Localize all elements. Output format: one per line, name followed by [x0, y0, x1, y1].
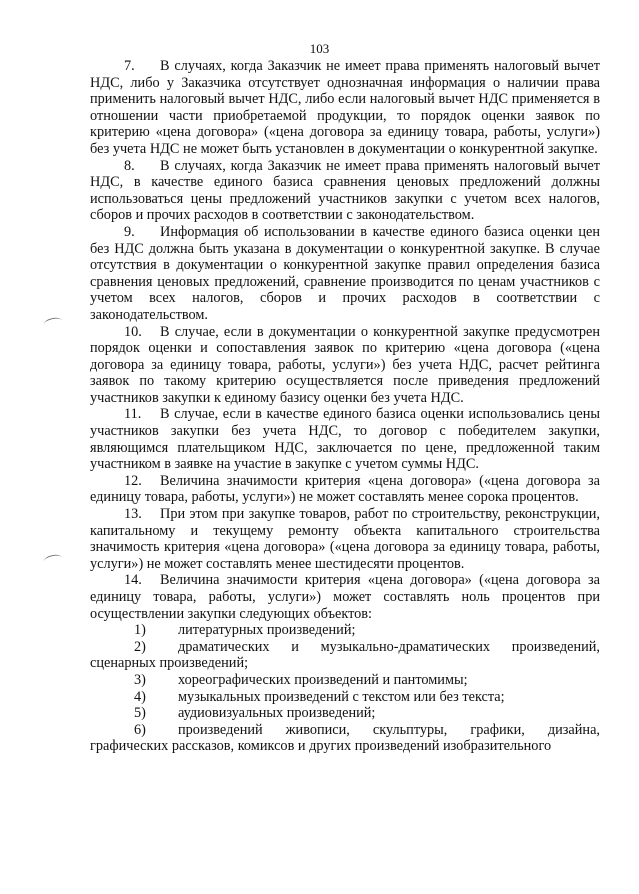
paragraph-14 [90, 572, 600, 622]
margin-mark [43, 316, 62, 329]
paragraph-number: 7. [124, 58, 135, 74]
paragraph-text: В случаях, когда Заказчик не имеет права применять налоговый вычет НДС, в качестве единого базиса сравнения ценовых предложений должны использоваться цены предложений участников закупки с учетом всех налогов, сборов и прочих расходов в соответствии с законодательством. [90, 157, 600, 224]
list-item [90, 622, 600, 639]
list-item [90, 672, 600, 689]
paragraph-text: При этом при закупке товаров, работ по строительству, реконструкции, капитальному и текущему ремонту объекта капитального строительства значимость критерия «цена договора» («цена договора за единицу товара, работы, услуги») не может составлять менее шестидесяти процентов. [90, 506, 600, 572]
paragraph-13 [90, 506, 600, 572]
paragraph-12 [90, 473, 600, 506]
list-item [90, 722, 600, 755]
paragraph-text: Информация об использовании в качестве единого базиса оценки цен без НДС должна быть указана в документации о конкурентной закупке. В случае отсутствия в документации о конкурентной закупке правил определения базиса сравнения ценовых предложений, сравнение производится по ценам участников с учетом всех налогов, сборов и прочих расходов в соответствии с законодательством. [90, 223, 600, 323]
list-item-number: 3) [134, 671, 146, 688]
list-item-text: драматических и музыкально-драматических произведений, сценарных произведений; [90, 638, 600, 672]
paragraph-number: 8. [124, 157, 135, 174]
paragraph-number: 13. [124, 506, 142, 523]
list-item [90, 639, 600, 672]
document-body [90, 58, 600, 755]
list-item-number: 2) [134, 638, 146, 655]
paragraph-number: 12. [124, 472, 142, 489]
list-item-number: 5) [134, 705, 146, 722]
paragraph-number: 9. [124, 223, 135, 240]
list-item-text: литературных произведений; [178, 622, 356, 639]
paragraph-8 [90, 158, 600, 224]
list-item-text: хореографических произведений и пантомимы; [178, 671, 468, 688]
paragraph-9 [90, 224, 600, 324]
margin-mark [43, 553, 62, 566]
paragraph-text: В случаях, когда Заказчик не имеет права применять налоговый вычет НДС, либо у Заказчика отсутствует однозначная информация о наличии права применить налоговый вычет НДС, либо если налоговый вычет НДС применяется в отношении части приобретаемой продукции, то порядок оценки заявок по критерию «цена договора» («цена договора за единицу товара, работы, услуги») без учета НДС не может быть установлен в документации о конкурентной закупке. [90, 58, 600, 157]
paragraph-7 [90, 58, 600, 158]
paragraph-text: В случае, если в качестве единого базиса оценки использовались цены участников закупки без учета НДС, то договор с победителем закупки, являющимся плательщиком НДС, заключается по цене, предложенной таким участником в заявке на участие в закупке с учетом суммы НДС. [90, 406, 600, 473]
paragraph-10 [90, 324, 600, 407]
list-item-text: произведений живописи, скульптуры, графики, дизайна, графических рассказов, комиксов и других произведений изобразительного [90, 721, 600, 755]
list-item-text: аудиовизуальных произведений; [178, 705, 376, 722]
list-item-number: 1) [134, 622, 146, 639]
list-item-text: музыкальных произведений с текстом или без текста; [178, 688, 505, 705]
paragraph-text: В случае, если в документации о конкурентной закупке предусмотрен порядок оценки и сопоставления заявок по критерию «цена договора («цена договора за единицу товара, работы, услуги») без учета НДС, расчет рейтинга заявок по такому критерию осуществляется после приведения предложений участников закупки к единому базису оценки без учета НДС. [90, 323, 600, 406]
paragraph-11 [90, 406, 600, 472]
paragraph-number: 11. [124, 406, 142, 423]
paragraph-number: 14. [124, 572, 142, 589]
list-item [90, 705, 600, 722]
paragraph-text: Величина значимости критерия «цена договора» («цена договора за единицу товара, работы, услуги») не может составлять менее сорока процентов. [90, 472, 600, 506]
paragraph-number: 10. [124, 323, 142, 340]
list-item [90, 689, 600, 706]
list-item-number: 4) [134, 688, 146, 705]
page-number: 103 [309, 41, 330, 56]
list-item-number: 6) [134, 721, 146, 738]
paragraph-text: Величина значимости критерия «цена договора» («цена договора за единицу товара, работы, услуги») может составлять ноль процентов при осуществлении закупки следующих объектов: [90, 572, 600, 622]
